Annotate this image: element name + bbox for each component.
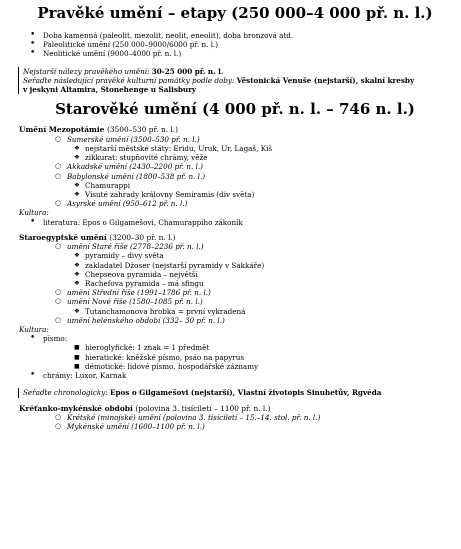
list-item: ❖ Tutanchamonova hrobka = první vykradená bbox=[19, 307, 451, 316]
list-item: • literatura: Epos o Gilgamešovi, Chamurappiho zákoník bbox=[19, 218, 451, 227]
list-item: • chrámy: Luxor, Karnak bbox=[19, 371, 451, 380]
list-item: • Doba kamenná (paleolit, mezolit, neolit, eneolit), doba bronzová atd. bbox=[19, 31, 451, 40]
list-item: ○ Asyrské umění (950–612 př. n. l.) bbox=[19, 199, 451, 208]
document-page bbox=[0, 4, 461, 549]
section-heading: Kréťanko-mykénské období bbox=[19, 403, 133, 413]
aegean-list bbox=[19, 413, 451, 431]
list-item: ❖ Chepseova pyramida – největší bbox=[19, 270, 451, 279]
list-item: ❖ Rachefova pyramida – má sfingu bbox=[19, 279, 451, 288]
note-value: v jeskyni Altamira, Stonehenge u Salisbury bbox=[23, 85, 197, 95]
list-item: ■ démotické: lidové písmo, hospodářské záznamy bbox=[19, 362, 451, 371]
list-item: ❖ zakladatel Džoser (nejstarší pyramidy v Sakkáře) bbox=[19, 261, 451, 270]
list-item: ■ hieroglyfické: 1 znak = 1 předmět bbox=[19, 343, 451, 352]
mesopotamia-culture-list bbox=[19, 218, 451, 227]
list-item: ❖ nejstarší městské státy: Eridu, Uruk, Ur, Lagaš, Kiš bbox=[19, 144, 451, 153]
list-item: ○ Akkadské umění (2430–2200 př. n. l.) bbox=[19, 162, 451, 171]
list-item: ○ umění Nové říše (1580–1085 př. n. l.) bbox=[19, 297, 451, 306]
culture-label: Kultura: bbox=[19, 208, 49, 218]
section-dates: (polovina 3. tisíciletí – 1100 př. n. l.) bbox=[135, 403, 271, 413]
list-item: ■ hieratické: kněžské písmo, psáo na papyrus bbox=[19, 353, 451, 362]
section-dates: (3500–530 př. n. l.) bbox=[106, 125, 179, 135]
note-value: Epos o Gilgamešovi (nejstarší), Vlastní životopis Sinuhetův, Rgvéda bbox=[110, 388, 382, 398]
culture-label: Kultura: bbox=[19, 325, 49, 335]
list-item: ○ umění Střední říše (1991–1786 př. n. l.) bbox=[19, 288, 451, 297]
egypt-list bbox=[19, 242, 451, 325]
egypt-culture-list bbox=[19, 334, 451, 380]
list-item: ○ umění helénského období (332– 30 př. n. l.) bbox=[19, 316, 451, 325]
note-label: Seřaďte chronologicky: bbox=[23, 388, 108, 398]
egypt-note bbox=[18, 388, 451, 397]
list-item: ❖ Chamurappi bbox=[19, 181, 451, 190]
list-item: • Paleolitické umění (250 000–9000/6000 př. n. l.) bbox=[19, 40, 451, 49]
section-heading: Umění Mezopotámie bbox=[19, 125, 105, 135]
note-value: 30-25 000 př. n. l. bbox=[151, 66, 224, 76]
list-item: ❖ zikkurat: stupňovité chrámy, věže bbox=[19, 153, 451, 162]
section-heading: Staroegyptské umění bbox=[19, 232, 107, 242]
list-item: • písmo: bbox=[19, 334, 451, 343]
list-item: ○ Sumerské umění (3500–530 př. n. l.) bbox=[19, 135, 451, 144]
heading-prehistoric-art: Pravěké umění – etapy (250 000–4 000 př. n. l.) bbox=[37, 4, 433, 22]
prehistory-list bbox=[19, 31, 451, 59]
list-item: ❖ pyramidy – divy světa bbox=[19, 251, 451, 260]
list-item: ○ umění Staré říše (2778–2236 př. n. l.) bbox=[19, 242, 451, 251]
list-item: • Neolitické umění (9000–4000 př. n. l.) bbox=[19, 49, 451, 58]
section-egypt bbox=[19, 233, 451, 243]
list-item: ○ Mykénské umění (1600–1100 př. n. l.) bbox=[19, 422, 451, 431]
mesopotamia-list bbox=[19, 135, 451, 209]
note-value: Věstonická Venuše (nejstarší), skalní kresby bbox=[236, 75, 415, 85]
list-item: ❖ Visuté zahrady královny Semiramis (div světa) bbox=[19, 190, 451, 199]
note-label: Nejstarší nálezy pravěkého umění: bbox=[23, 66, 150, 76]
section-mesopotamia bbox=[19, 125, 451, 135]
section-dates: (3200–30 př. n. l.) bbox=[109, 232, 176, 242]
list-item: ○ Krétské (minojské) umění (polovina 3. tisíciletí – 15.–14. stol. př. n. l.) bbox=[19, 413, 451, 422]
list-item: ○ Babylonské umění (1800–538 př. n. l.) bbox=[19, 172, 451, 181]
note-label: Seřaďte následující pravěké kulturní památky podle doby: bbox=[23, 75, 235, 85]
section-aegean bbox=[19, 404, 451, 414]
prehistory-note bbox=[18, 67, 451, 95]
heading-ancient-art: Starověké umění (4 000 př. n. l. – 746 n. l.) bbox=[55, 100, 415, 119]
